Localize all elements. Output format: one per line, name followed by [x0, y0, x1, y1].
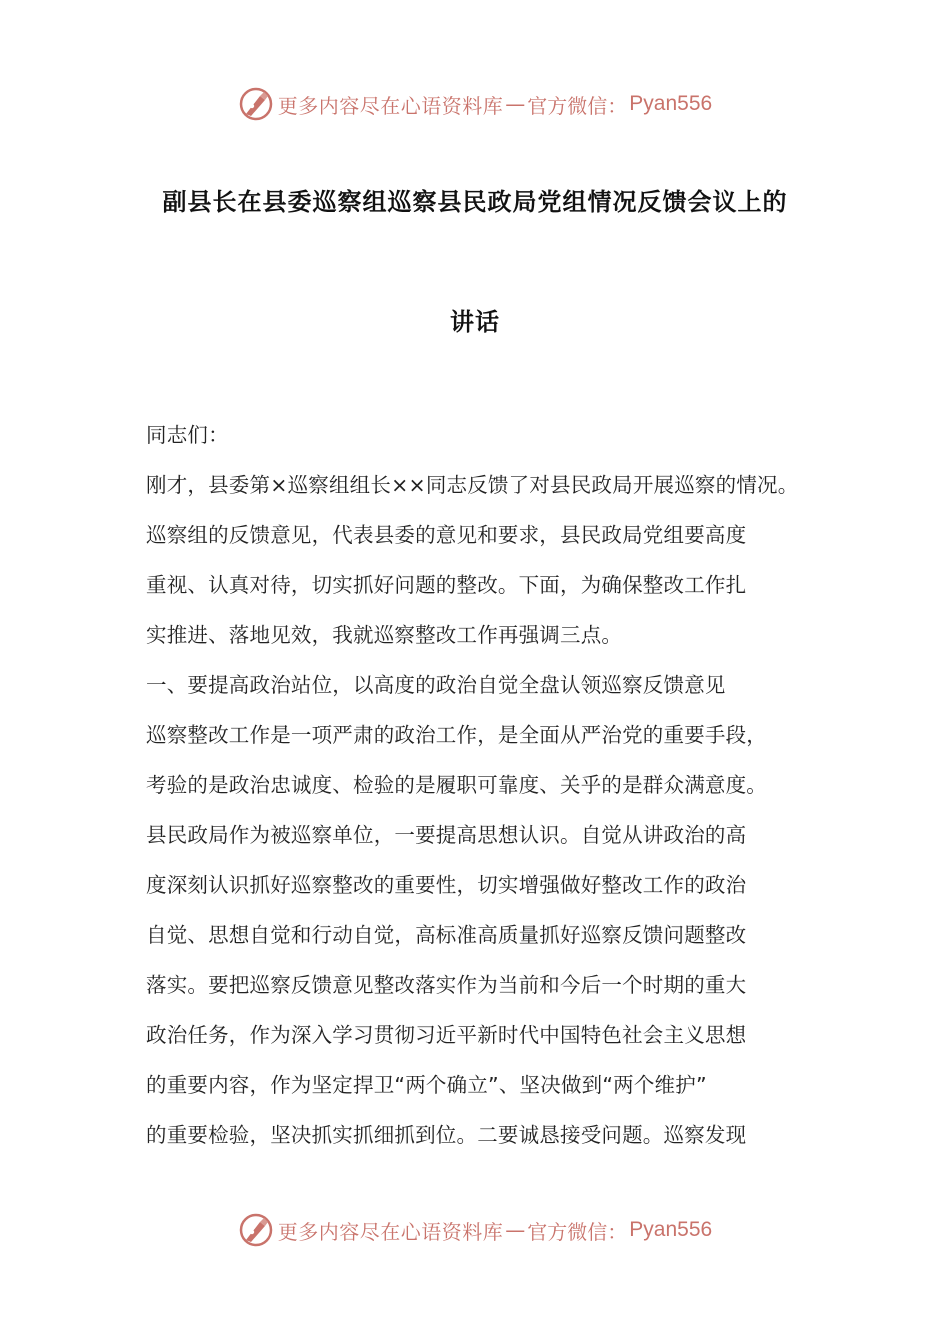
body-line: 刚才，县委第×巡察组组长××同志反馈了对县民政局开展巡察的情况。 [146, 473, 799, 497]
body-line: 的重要检验，坚决抓实抓细抓到位。二要诚恳接受问题。巡察发现 [146, 1123, 747, 1147]
body-line: 实推进、落地见效，我就巡察整改工作再强调三点。 [146, 623, 623, 647]
body-line: 考验的是政治忠诚度、检验的是履职可靠度、关乎的是群众满意度。 [146, 773, 767, 797]
body-line: 落实。要把巡察反馈意见整改落实作为当前和今后一个时期的重大 [146, 973, 747, 997]
watermark-separator: — [505, 92, 526, 116]
body-line: 县民政局作为被巡察单位，一要提高思想认识。自觉从讲政治的高 [146, 823, 747, 847]
watermark-official-label: 官方微信： [527, 1219, 628, 1244]
section-heading: 一、要提高政治站位，以高度的政治自觉全盘认领巡察反馈意见 [146, 673, 726, 697]
pen-nib-logo-icon [238, 86, 274, 122]
body-line: 同志们： [146, 423, 229, 447]
body-line: 重视、认真对待，切实抓好问题的整改。下面，为确保整改工作扎 [146, 573, 747, 597]
document-title-line-1: 副县长在县委巡察组巡察县民政局党组情况反馈会议上的 [162, 188, 788, 216]
watermark-banner-bottom [0, 1210, 950, 1250]
watermark-slogan: 更多内容尽在心语资料库 [277, 1219, 504, 1244]
document-title-line-2: 讲话 [450, 308, 500, 336]
watermark-slogan: 更多内容尽在心语资料库 [277, 93, 504, 118]
watermark-separator: — [505, 1218, 526, 1242]
watermark-banner-top [0, 84, 950, 124]
body-line: 度深刻认识抓好巡察整改的重要性，切实增强做好整改工作的政治 [146, 873, 747, 897]
body-line: 政治任务，作为深入学习贯彻习近平新时代中国特色社会主义思想 [146, 1023, 747, 1047]
watermark-official-label: 官方微信： [527, 93, 628, 118]
document-body [146, 420, 846, 1170]
body-line: 自觉、思想自觉和行动自觉，高标准高质量抓好巡察反馈问题整改 [146, 923, 747, 947]
body-line: 的重要内容，作为坚定捍卫“两个确立”、坚决做到“两个维护” [146, 1073, 707, 1097]
pen-nib-logo-icon [238, 1212, 274, 1248]
body-line: 巡察组的反馈意见，代表县委的意见和要求，县民政局党组要高度 [146, 523, 747, 547]
watermark-wechat-id: Pyan556 [629, 1218, 713, 1241]
watermark-wechat-id: Pyan556 [629, 92, 713, 115]
body-line: 巡察整改工作是一项严肃的政治工作，是全面从严治党的重要手段， [146, 723, 767, 747]
